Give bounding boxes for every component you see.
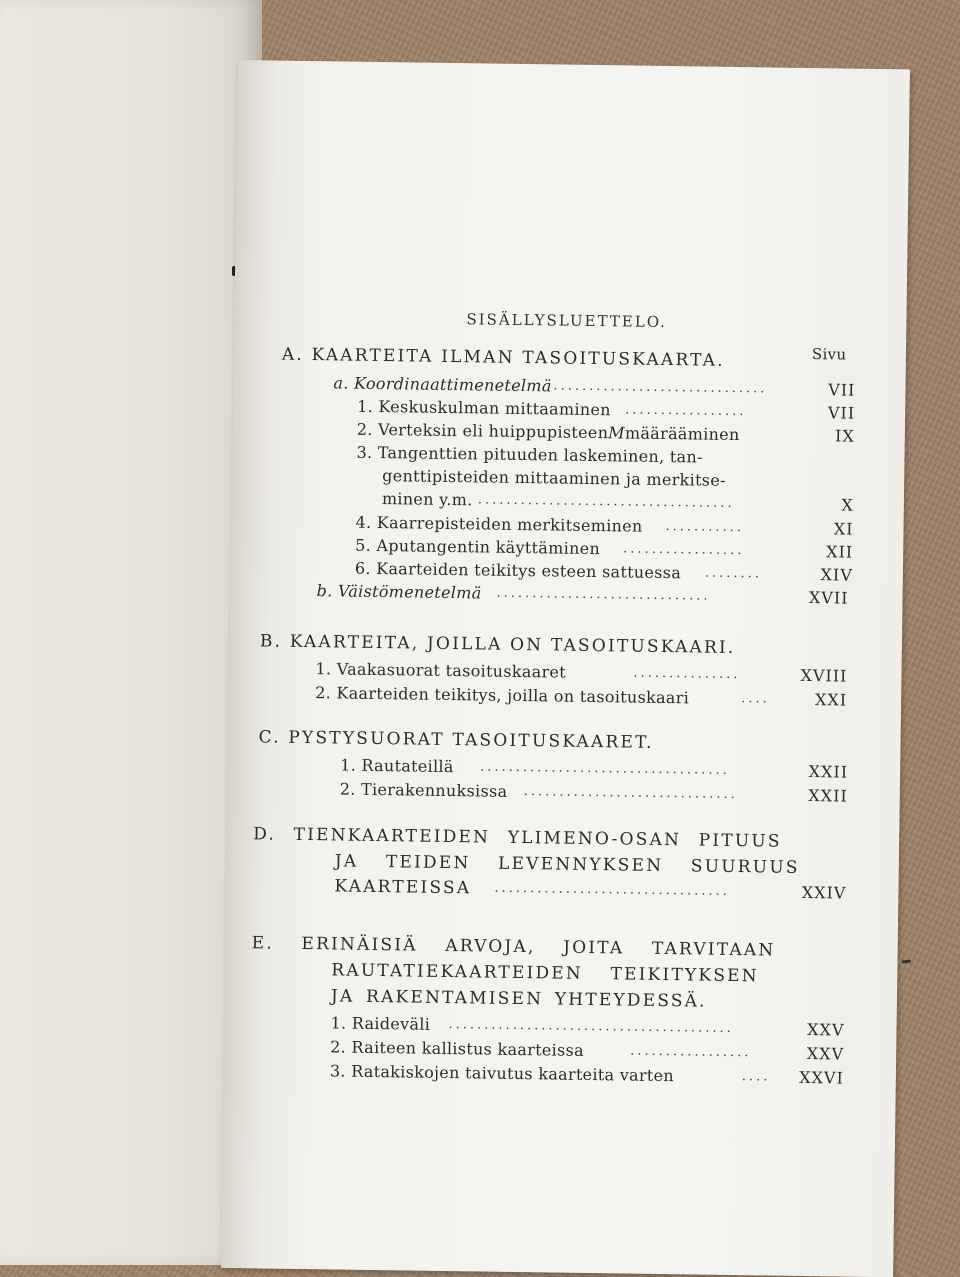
entry-label: 1. Rautateillä [340, 755, 454, 777]
entry-page: XXII [808, 762, 849, 782]
table-of-contents [221, 60, 910, 1277]
entry-page: VII [828, 380, 856, 400]
entry-page: IX [834, 426, 855, 446]
section-b-title: B. KAARTEITA, JOILLA ON TASOITUSKAARI. [259, 631, 736, 659]
leader-dots: .................................... [477, 492, 735, 511]
entry-page: XXII [808, 786, 848, 806]
leader-dots: ........ [704, 565, 763, 582]
leader-dots: .............................. [553, 378, 768, 397]
leader-dots: .... [741, 1069, 771, 1085]
section-e-line1: E. ERINÄISIÄ ARVOJA, JOITA TARVITAAN [251, 933, 776, 961]
leader-dots: ................. [630, 1043, 752, 1061]
entry-label: 2. Raiteen kallistus kaarteissa [330, 1037, 585, 1060]
entry-label: 1. Keskuskulman mittaaminen [357, 396, 611, 420]
entry-page: XIV [820, 565, 854, 585]
entry-label: KAARTEISSA [334, 876, 472, 899]
leader-dots: ................. [623, 541, 745, 559]
leader-dots: ........... [665, 519, 745, 536]
entry-label: 3. Tangenttien pituuden laskeminen, tan- [356, 442, 703, 467]
entry-page: VII [827, 403, 856, 423]
section-d-line3 [334, 875, 846, 906]
leader-dots: ........................................ [448, 1017, 734, 1037]
entry-label-symbol: M [608, 423, 626, 443]
entry-page: XXV [806, 1044, 845, 1064]
entry-page: XXV [807, 1020, 845, 1040]
entry-label: genttipisteiden mittaaminen ja merkitse- [382, 466, 726, 490]
entry-page: XVII [808, 588, 849, 608]
entry-page: XXVI [799, 1067, 844, 1088]
toc-entry-b2 [315, 682, 849, 711]
section-a-title: A. KAARTEITA ILMAN TASOITUSKAARTA. [281, 344, 725, 371]
section-c-title: C. PYSTYSUORAT TASOITUSKAARET. [258, 727, 654, 753]
section-d-line2: JA TEIDEN LEVENNYKSEN SUURUUS [334, 851, 800, 878]
ink-mark [902, 959, 911, 963]
leader-dots: ................................... [480, 759, 730, 778]
entry-label: 5. Aputangentin käyttäminen [355, 535, 601, 559]
left-page [0, 0, 262, 1265]
entry-page: X [841, 495, 854, 515]
entry-label: 6. Kaarteiden teikitys esteen sattuessa [354, 558, 682, 583]
leader-dots: ................. [625, 402, 747, 420]
entry-label: 1. Vaakasuorat tasoituskaaret [315, 659, 567, 682]
entry-page: XVIII [800, 665, 848, 686]
entry-label-pre: 2. Verteksin eli huippupisteen [356, 419, 609, 443]
toc-entry-e3 [330, 1060, 844, 1089]
entry-label: 3. Ratakiskojen taivutus kaarteita varten [329, 1061, 675, 1086]
leader-dots: ............... [633, 665, 741, 683]
entry-label: 2. Kaarteiden teikitys, joilla on tasoituskaari [315, 683, 690, 708]
section-e-line2: RAUTATIEKAARTEIDEN TEIKITYKSEN [331, 960, 759, 987]
section-d-line1: D. TIENKAARTEIDEN YLIMENO-OSAN PITUUS [253, 824, 782, 852]
entry-page: XXIV [801, 882, 847, 903]
entry-label: 4. Kaarrepisteiden merkitseminen [355, 512, 643, 536]
leader-dots: .............................. [523, 784, 738, 803]
page-column-label: Sivu [811, 345, 847, 364]
leader-dots: .... [741, 691, 770, 707]
entry-label: 1. Raideväli [330, 1013, 431, 1034]
toc-heading: SISÄLLYSLUETTELO. [466, 310, 668, 332]
entry-label: 2. Tierakennuksissa [339, 779, 508, 801]
entry-label: minen y.m. [381, 489, 473, 510]
right-page [221, 60, 910, 1277]
leader-dots: .............................. [496, 585, 711, 604]
entry-page: XXI [814, 690, 848, 710]
entry-page: XI [833, 519, 854, 539]
entry-label: b. Väistömenetelmä [316, 581, 482, 603]
toc-entry-c2 [340, 778, 848, 807]
entry-label-post: määrääminen [624, 423, 740, 445]
entry-page: XII [826, 542, 854, 562]
leader-dots: ................................. [494, 880, 730, 899]
entry-label: a. Koordinaattimenetelmä [333, 373, 552, 396]
section-e-line3: JA RAKENTAMISEN YHTEYDESSÄ. [330, 986, 707, 1012]
